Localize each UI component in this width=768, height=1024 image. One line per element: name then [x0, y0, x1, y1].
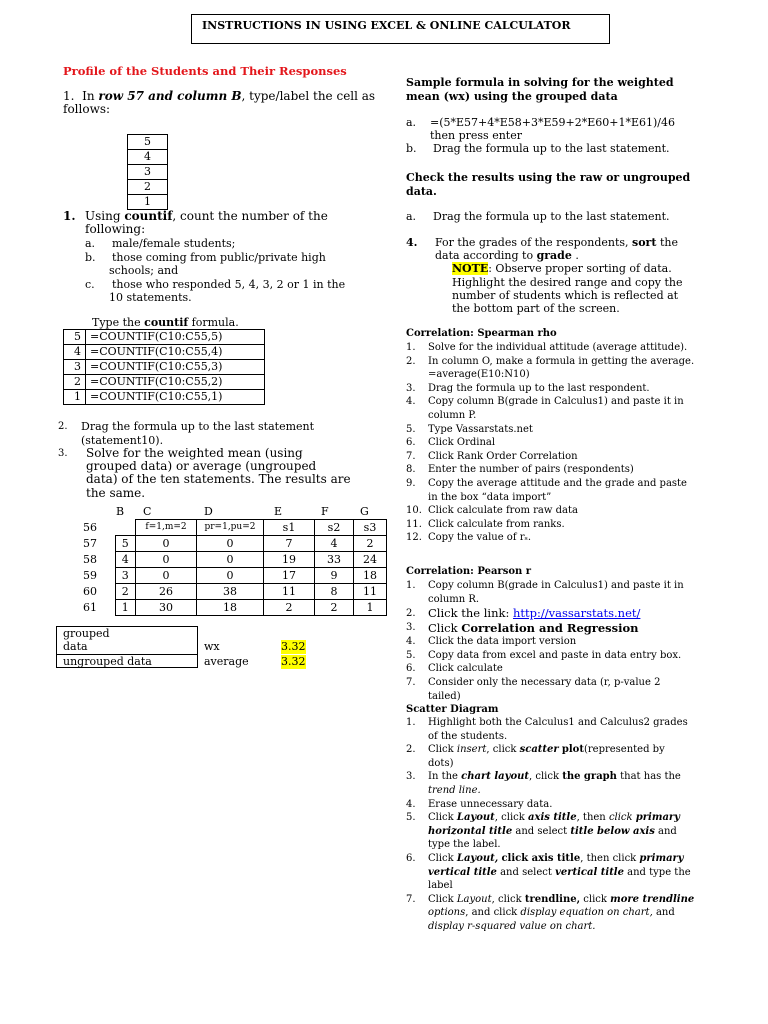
- table-row: 56 f=1,m=2 pr=1,pu=2 s1 s2 s3: [80, 520, 387, 536]
- table-row: 58 4 0 0 19 33 24: [80, 552, 387, 568]
- page-title: INSTRUCTIONS IN USING EXCEL & ONLINE CALCULATOR: [191, 14, 610, 44]
- grouped-label: grouped data: [63, 627, 110, 653]
- check-step-a: a. Drag the formula up to the last statement.: [406, 210, 670, 223]
- summary-label-box: [56, 626, 198, 668]
- wx-label: wx: [204, 640, 220, 653]
- countif-table: [63, 329, 265, 405]
- table-row: 57 5 0 0 7 4 2: [80, 536, 387, 552]
- table-row: 4 =COUNTIF(C10:C55,4): [64, 345, 265, 360]
- scatter-heading: Scatter Diagram: [406, 704, 499, 715]
- pearson-steps: 1. Copy column B(grade in Calculus1) and paste it in column R. 2. Click the link: http://vassarstats.net/ 3. Click Correlation and Regression 4. Click the data import version 5. Copy data from excel and paste in data entry box. 6. Click calculate 7. Consider only the necessary data (r, p-value 2 tailed): [406, 580, 684, 702]
- col-header-f: F: [321, 505, 329, 518]
- number-cell: 5: [128, 135, 168, 150]
- col-header-g: G: [360, 505, 369, 518]
- check-results-heading: Check the results using the raw or ungrouped data.: [406, 171, 691, 198]
- countif-sub-list: a. male/female students; b. those coming from public/private high schools; and c. those who responded 5, 4, 3, 2 or 1 in the 10 statements.: [85, 237, 346, 304]
- solve-instruction: 3. Solve for the weighted mean (using grouped data) or average (ungrouped data) of the ten statements. The results are the same.: [58, 446, 351, 500]
- spearman-steps: 1. Solve for the individual attitude (average attitude). 2. In column O, make a formula in getting the average. =average(E10:N10) 3. Drag the formula up to the last respondent. 4. Copy column B(grade in Calculus1) and paste it in column P. 5. Type Vassarstats.net 6. Click Ordinal 7. Click Rank Order Correlation 8. Enter the number of pairs (respondents) 9. Copy the average attitude and the grade and paste in the box “data import” 10. Click calculate from raw data 11. Click calculate from ranks. 12. Copy the value of rₛ.: [406, 342, 695, 544]
- sample-formula-heading: Sample formula in solving for the weighted mean (wx) using the grouped data: [406, 76, 674, 103]
- number-cell: 3: [128, 165, 168, 180]
- step1-instruction: 1. In row 57 and column B, type/label the cell as follows:: [63, 89, 376, 117]
- col-header-c: C: [143, 505, 152, 518]
- note-label: NOTE: [452, 262, 489, 276]
- wx-value: 3.32: [281, 640, 306, 653]
- profile-heading: Profile of the Students and Their Responses: [63, 64, 347, 78]
- number-cell: 4: [128, 150, 168, 165]
- table-row: 59 3 0 0 17 9 18: [80, 568, 387, 584]
- number-list-table: [127, 134, 168, 210]
- vassarstats-link[interactable]: http://vassarstats.net/: [512, 606, 641, 621]
- type-countif-label: Type the countif formula.: [92, 316, 239, 329]
- table-row: 3 =COUNTIF(C10:C55,3): [64, 360, 265, 375]
- table-row: 2 =COUNTIF(C10:C55,2): [64, 375, 265, 390]
- table-row: 60 2 26 38 11 8 11: [80, 584, 387, 600]
- number-cell: 1: [128, 195, 168, 210]
- average-label: average: [204, 655, 249, 668]
- number-cell: 2: [128, 180, 168, 195]
- scatter-steps: 1. Highlight both the Calculus1 and Calculus2 grades of the students. 2. Click insert, click scatter plot(represented by dots) 3. In the chart layout, click the graph that has the trend line. 4. Erase unnecessary data. 5. Click Layout, click axis title, then click primary horizontal title and select title below axis and type the label. 6. Click Layout, click axis title, then click primary vertical title and select vertical title and type the label 7. Click Layout, click trendline, click more trendline options, and click display equation on chart, and display r-squared value on chart.: [406, 717, 695, 932]
- grade-sort-step: 4. For the grades of the respondents, sort the data according to grade . NOTE: Observe proper sorting of data. Highlight the desired range and copy the number of students which is reflected at the bottom part of the screen.: [406, 236, 683, 316]
- countif-instruction: 1. Using countif, count the number of the following:: [63, 209, 328, 237]
- pearson-heading: Correlation: Pearson r: [406, 566, 532, 577]
- average-value: 3.32: [281, 655, 306, 668]
- drag-instruction: 2. Drag the formula up to the last statement (statement10).: [58, 420, 315, 447]
- spearman-heading: Correlation: Spearman rho: [406, 328, 557, 339]
- col-header-e: E: [274, 505, 283, 518]
- ungrouped-label: ungrouped data: [63, 655, 152, 668]
- frequency-data-table: [80, 519, 387, 616]
- sample-formula-steps: a. =(5*E57+4*E58+3*E59+2*E60+1*E61)/46 then press enter b. Drag the formula up to the last statement.: [406, 116, 675, 156]
- col-header-b: B: [116, 505, 125, 518]
- table-row: 61 1 30 18 2 2 1: [80, 600, 387, 616]
- table-row: 5 =COUNTIF(C10:C55,5): [64, 330, 265, 345]
- col-header-d: D: [204, 505, 213, 518]
- table-row: 1 =COUNTIF(C10:C55,1): [64, 390, 265, 405]
